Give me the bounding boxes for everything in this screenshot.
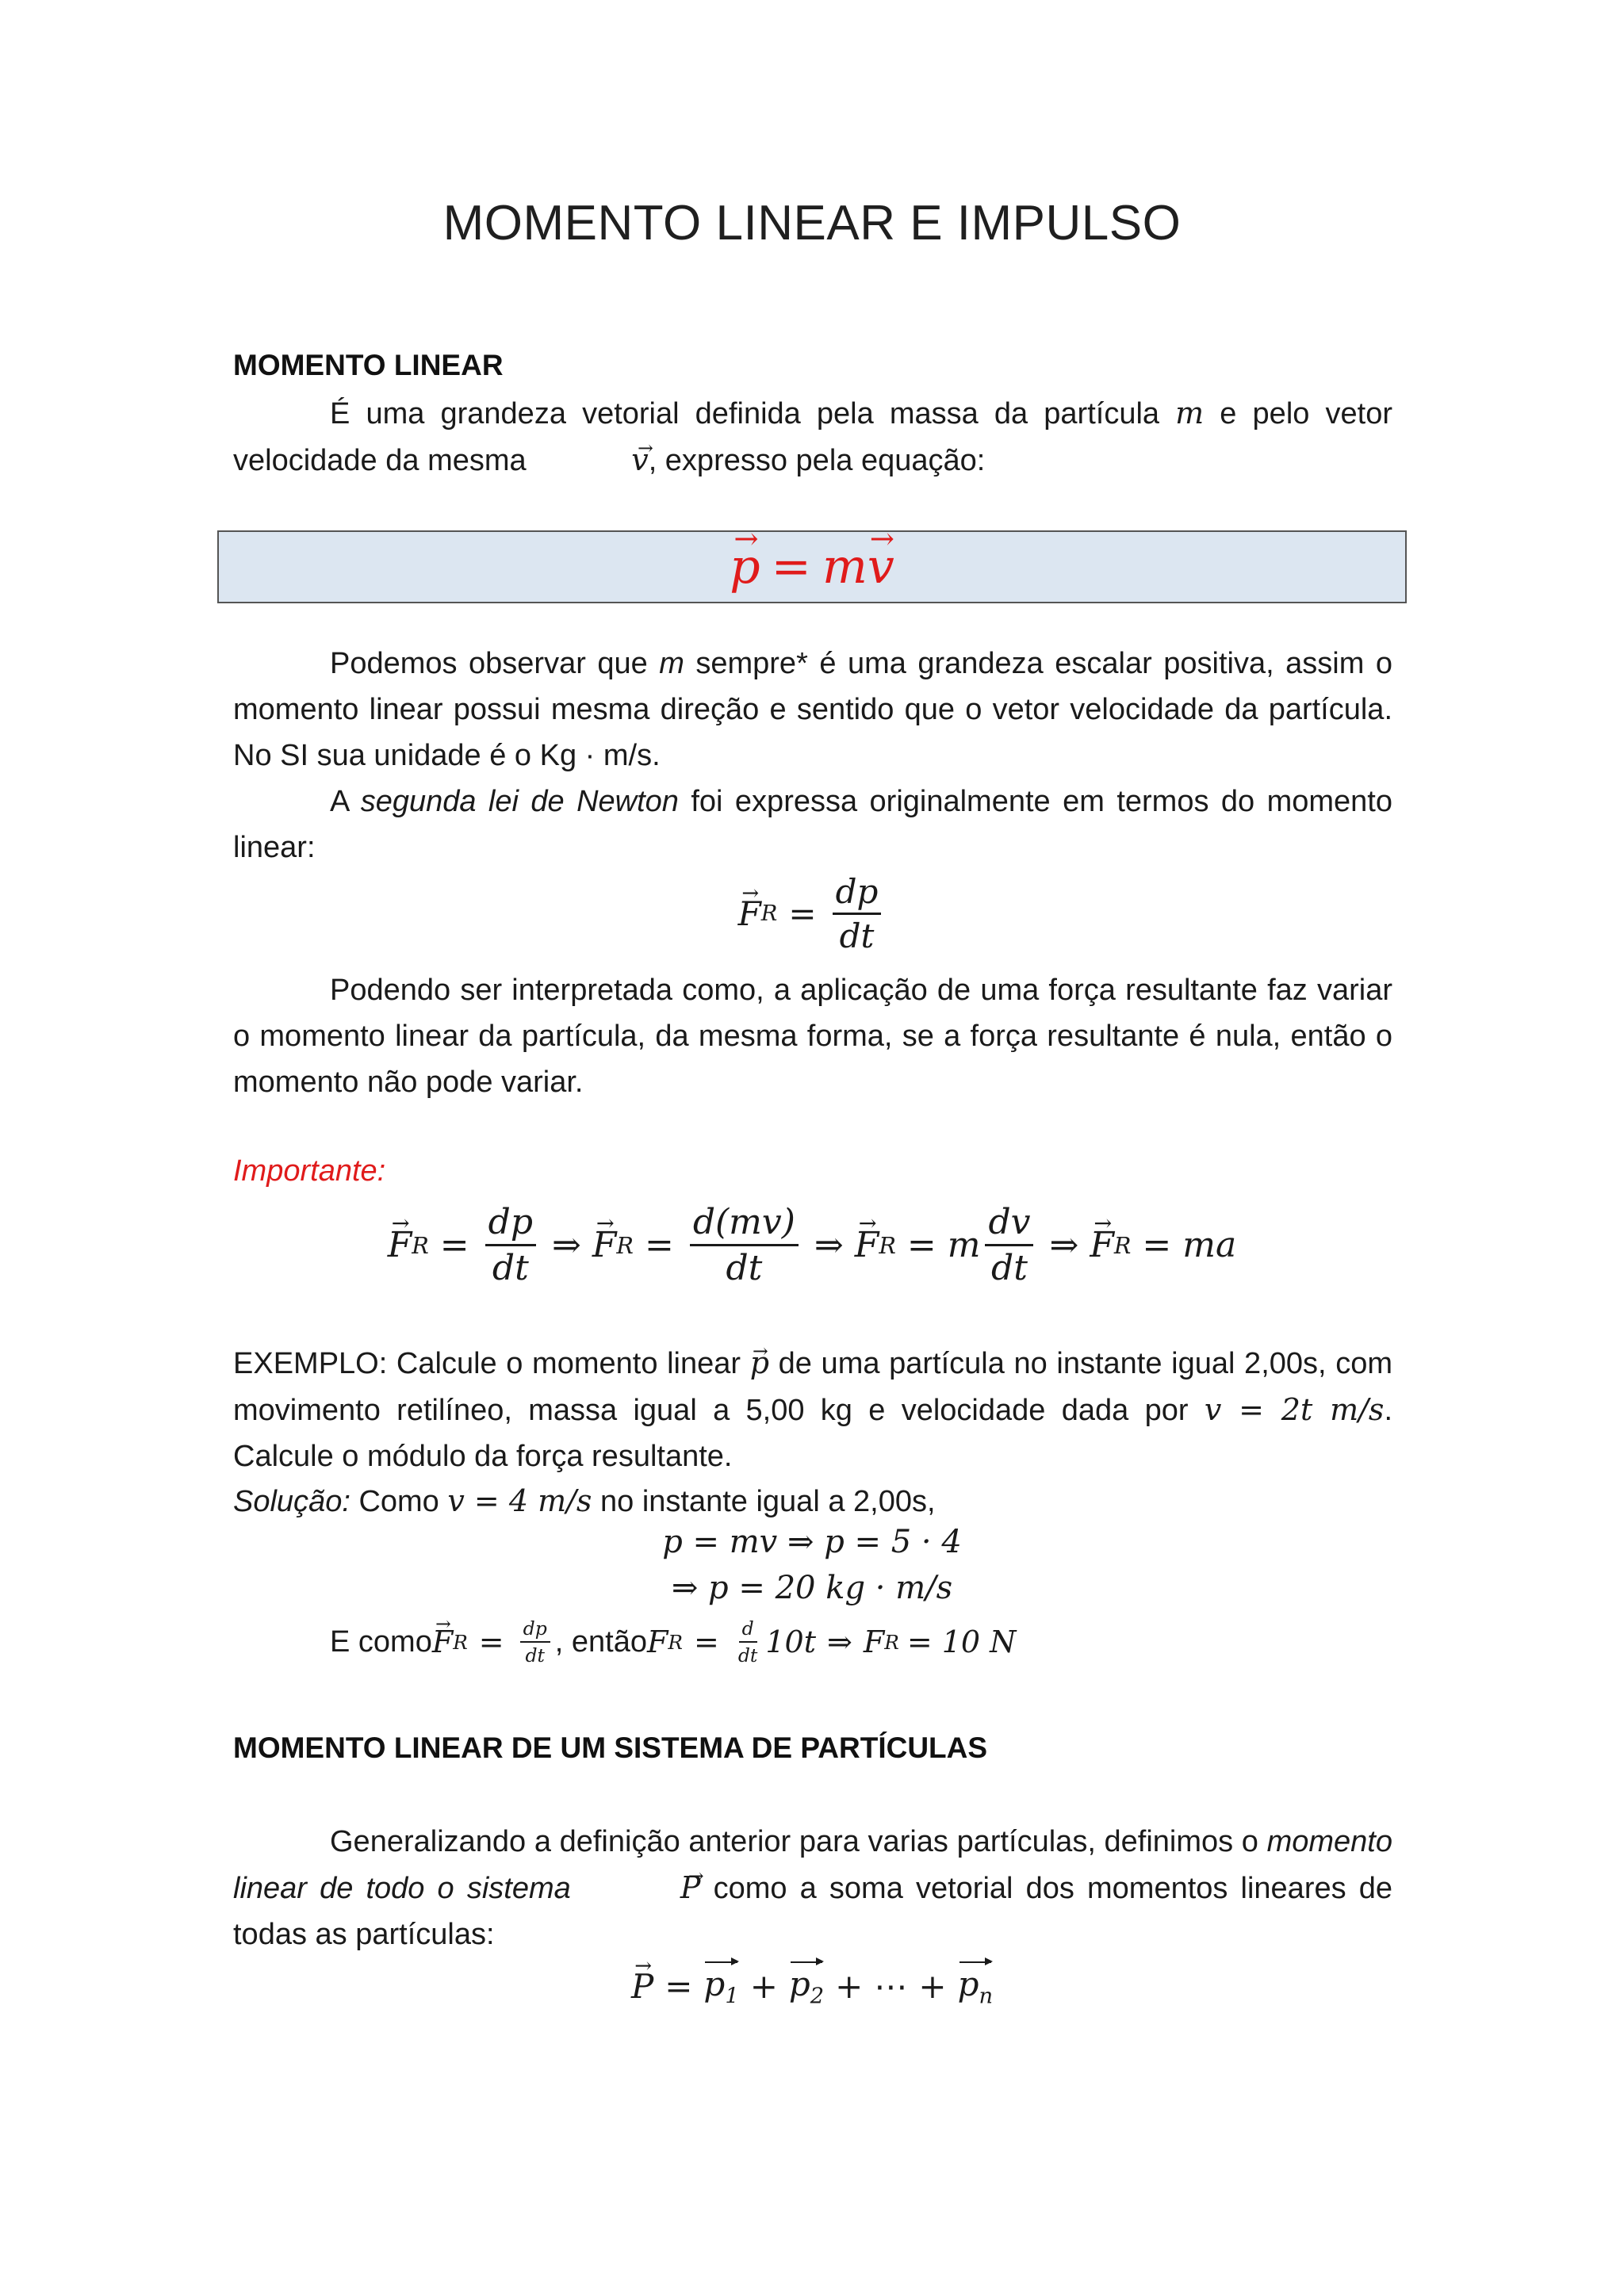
ecomo-text: E como: [330, 1624, 432, 1659]
chain-eq1: =: [439, 1225, 469, 1265]
entao-frac-num: d: [739, 1617, 757, 1643]
result-R: R: [884, 1630, 899, 1654]
newton-equals: =: [788, 894, 817, 933]
newton-F-vector: → F: [738, 894, 761, 933]
solution-velocity: v = 4 m/s: [447, 1483, 592, 1518]
example-p-vector: → p: [750, 1340, 769, 1386]
chain-eq2: =: [644, 1225, 674, 1265]
page-title: MOMENTO LINEAR E IMPULSO: [442, 196, 1182, 251]
solution-text-b: no instante igual a 2,00s,: [592, 1485, 936, 1518]
chain-F4: → F: [1090, 1225, 1114, 1265]
sum-p1-p: p: [703, 1965, 726, 2003]
solution-force-line: [330, 1617, 1016, 1667]
sum-plus-1: +: [749, 1967, 778, 2007]
entao-implies: ⇒: [827, 1624, 852, 1659]
entao-10t: 10t: [765, 1624, 816, 1659]
ecomo-frac: [520, 1617, 550, 1667]
sistema-text-b: como a soma vetorial dos momentos lineares de todas as partículas:: [233, 1872, 1393, 1951]
eq-p-vector: → p: [730, 539, 760, 595]
intro-text-a: É uma grandeza vetorial definida pela massa da partícula: [330, 397, 1176, 430]
paragraph-observation: [233, 641, 1392, 779]
para3-emphasis: segunda lei de Newton: [360, 785, 679, 818]
sum-pn-p: p: [957, 1965, 979, 2003]
paragraph-example: [233, 1340, 1392, 1479]
chain-frac1-num: dp: [485, 1202, 536, 1246]
chain-m: m: [947, 1225, 981, 1265]
symbol-v-vector: → v: [534, 437, 648, 483]
equation-newton: [0, 872, 1624, 955]
result-F: F: [863, 1624, 885, 1659]
paragraph-newton: [233, 779, 1392, 871]
chain-implies1: ⇒: [552, 1225, 581, 1265]
chain-frac2: [690, 1202, 799, 1288]
para3-text-b: foi expressa originalmente em termos do momento linear:: [233, 785, 1392, 864]
ecomo-frac-num: dp: [520, 1617, 550, 1643]
newton-denominator: dt: [839, 916, 875, 955]
newton-R-subscript: R: [760, 901, 778, 926]
chain-F2: → F: [592, 1225, 617, 1265]
entao-R: R: [668, 1630, 683, 1654]
paragraph-interpretation: Podendo ser interpretada como, a aplicação de uma força resultante faz variar o momento linear da partícula, da mesma forma, se a força resultante é nula, então o momento não pode variar.: [233, 974, 1392, 1099]
chain-frac3: [985, 1202, 1033, 1288]
chain-R1: R: [412, 1231, 429, 1259]
sum-p2-p: p: [788, 1965, 810, 2003]
para2-text-a: Podemos observar que: [330, 647, 660, 680]
equation-chain-important: [0, 1202, 1624, 1288]
sum-equals: =: [665, 1967, 693, 2007]
sistema-text-a: Generalizando a definição anterior para varias partículas, definimos o: [330, 1825, 1267, 1858]
result-value: = 10 N: [906, 1624, 1017, 1659]
para2-text-b: sempre* é uma grandeza escalar positiva, assim o momento linear possui mesma direção e sentido que o vetor velocidade da partícula. No SI sua unidade é o Kg · m/s.: [233, 647, 1392, 772]
sistema-emphasis: momento linear de todo o sistema: [233, 1825, 1392, 1905]
equation-box-momentum: [217, 530, 1407, 603]
important-label: Importante:: [233, 1154, 386, 1188]
entao-frac: [735, 1617, 761, 1667]
sum-P-vector: → P: [631, 1967, 653, 2006]
chain-ma: ma: [1182, 1225, 1237, 1265]
chain-frac2-num: d(mv): [690, 1202, 799, 1246]
solution-text-a: Como: [350, 1485, 448, 1518]
chain-frac1-den: dt: [492, 1248, 529, 1288]
solution-label: Solução:: [233, 1485, 350, 1518]
ecomo-eq: =: [478, 1624, 504, 1659]
ecomo-F-vector: → F: [432, 1624, 453, 1659]
chain-implies2: ⇒: [814, 1225, 844, 1265]
solution-line-2: ⇒ p = 20 kg · m/s: [671, 1570, 953, 1606]
chain-implies3: ⇒: [1049, 1225, 1079, 1265]
intro-text-c: , expresso pela equação:: [648, 444, 986, 477]
symbol-m: m: [1175, 396, 1205, 430]
ecomo-frac-den: dt: [525, 1644, 545, 1667]
paragraph-intro: [233, 390, 1392, 484]
example-text-c: . Calcule o módulo da força resultante.: [233, 1394, 1392, 1473]
eq-v-vector: → v: [868, 539, 894, 595]
entao-frac-den: dt: [737, 1644, 758, 1667]
sum-plus-2: +: [835, 1967, 864, 2007]
chain-F1: → F: [388, 1225, 412, 1265]
section-heading-momento-linear: MOMENTO LINEAR: [233, 349, 504, 381]
sum-pn: [958, 1965, 993, 2009]
chain-frac3-num: dv: [985, 1202, 1033, 1246]
eq-m: m: [822, 539, 868, 595]
newton-fraction: [833, 872, 882, 955]
example-text-a: EXEMPLO: Calcule o momento linear: [233, 1347, 750, 1380]
chain-frac3-den: dt: [991, 1248, 1028, 1288]
sum-p1-index: 1: [725, 1984, 739, 2009]
example-velocity: v = 2t m/s: [1204, 1392, 1385, 1427]
entao-F: F: [647, 1624, 668, 1659]
entao-eq: =: [693, 1624, 719, 1659]
sum-dots: ⋯: [874, 1967, 908, 2007]
intro-text-b: e pelo vetor velocidade da mesma: [233, 397, 1392, 477]
sum-plus-3: +: [918, 1967, 947, 2007]
sum-p1: [703, 1965, 738, 2009]
chain-R4: R: [1113, 1231, 1132, 1259]
sistema-P-vector: → P: [584, 1865, 701, 1911]
para3-text-a: A: [330, 785, 361, 818]
solution-line-1: p = mv ⇒ p = 5 · 4: [662, 1524, 962, 1560]
chain-eq4: =: [1142, 1225, 1172, 1265]
sum-p2-index: 2: [810, 1984, 825, 2009]
section-heading-sistema: MOMENTO LINEAR DE UM SISTEMA DE PARTÍCULAS: [233, 1732, 988, 1764]
paragraph-solution: [233, 1478, 1392, 1525]
chain-frac1: [485, 1202, 536, 1288]
example-text-b: de uma partícula no instante igual 2,00s, com movimento retilíneo, massa igual a 5,00 kg e velocidade dada por: [233, 1347, 1392, 1427]
sum-pn-index: n: [979, 1984, 994, 2009]
chain-eq3: =: [906, 1225, 936, 1265]
equation-system-momentum: [0, 1965, 1624, 2009]
paragraph-sistema: [233, 1819, 1392, 1957]
newton-numerator: dp: [833, 872, 882, 915]
ecomo-R: R: [453, 1630, 468, 1654]
para2-m: m: [659, 647, 684, 680]
eq-equals: =: [771, 539, 811, 595]
chain-R2: R: [616, 1231, 634, 1259]
chain-frac2-den: dt: [726, 1248, 763, 1288]
chain-F3: → F: [855, 1225, 879, 1265]
chain-R3: R: [879, 1231, 896, 1259]
sum-p2: [789, 1965, 824, 2009]
entao-text: , então: [554, 1624, 648, 1659]
